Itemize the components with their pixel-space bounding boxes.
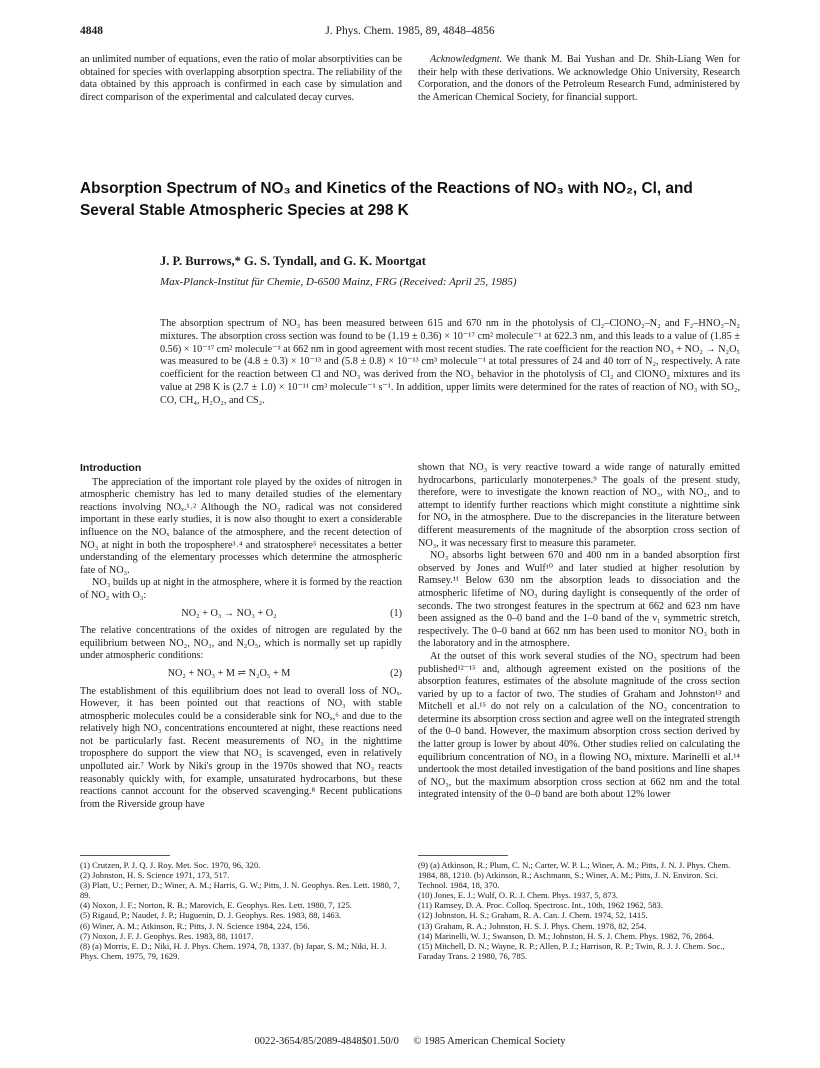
reference-item: (15) Mitchell, D. N.; Wayne, R. P.; Allen, P. J.; Harrison, R. P.; Twin, R. J. J. Chem. Soc., Faraday Trans. 2 1980, 76, 785. xyxy=(418,940,725,961)
intro-right-paragraph-3: At the outset of this work several studies of the NO₃ spectrum had been published¹²⁻¹⁵ and, although agreement existed on the positions of the absorption features, estimates of the absolute magnitude of the cross section varied by up to a factor of two. The studies of Graham and Johnston¹³ and Mitchell et al.¹⁵ do not rely on a calculation of the NO₃ concentration to determine its absorption cross section and agree well on the integrated strength of the 0–0 band. However, the maximum absorption cross section derived by the latter group is lower by about 40%. Other studies relied on calculating the equilibrium concentration of NO₃ in a flowing NOₓ mixture. Marinelli et al.¹⁴ undertook the most detailed investigation of the band positions and line shapes of NO₃, but the maximum absorption cross section at 662 nm and the total integrated intensity of the 0–0 band are both about 12% lower xyxy=(418,650,740,801)
equation-1-text: NO₂ + O₃ → NO₃ + O₂ xyxy=(181,607,277,619)
intro-right-paragraph-2: NO₃ absorbs light between 670 and 400 nm in a banded absorption first observed by Jones and Wulf¹⁰ and later studied at higher resolution by Ramsey.¹¹ Below 630 nm the absorption leads to dissociation and the atmospheric lifetime of NO₃ during daylight is consequently of the order of seconds. The two strongest features in the spectrum at 662 and 623 nm have been assigned as the 0–0 band and the 1–0 band of the ν₁ symmetric stretch, respectively. The 0–0 band at 662 nm has been used to monitor NO₃ both in the laboratory and in the atmosphere. xyxy=(418,550,740,650)
intro-paragraph-1: The appreciation of the important role played by the oxides of nitrogen in atmospheric chemistry has led to many detailed studies of the elementary reactions involving NOₓ.¹˒² Although the NO₃ radical was not considered important in these early studies, it is now also thought to exert a considerable influence on the NOₓ balance of the atmosphere, and the recent detection of NO₃ at night in both the troposphere³˒⁴ and stratosphere⁵ necessitates a better understanding of the elementary processes which determine the atmospheric fate of NO₃. xyxy=(80,476,402,576)
article-affiliation: Max-Planck-Institut für Chemie, D-6500 Mainz, FRG (Received: April 25, 1985) xyxy=(160,276,517,288)
reference-item: (8) (a) Morris, E. D.; Niki, H. J. Phys. Chem. 1974, 78, 1337. (b) Japar, S. M.; Niki, H. J. Phys. Chem. 1975, 79, 1629. xyxy=(80,940,387,961)
previous-article-paragraph: an unlimited number of equations, even the ratio of molar absorptivities can be obtained for species with overlapping absorption spectra. The reliability of the data obtained by this approach is confirmed in each case by simulation and direct comparison of the experimental and calculated decay curves. xyxy=(80,54,402,103)
previous-article-text xyxy=(80,54,402,104)
intro-paragraph-4: The establishment of this equilibrium does not lead to overall loss of NOₓ. However, it has been pointed out that reactions of NO₃ with stable atmospheric molecules could be a considerable sink for NOₓ,⁶ and due to the relatively high NO₃ concentrations encountered at night, these reactions need not be particularly fast. Recent measurements of NO₃ in the nighttime troposphere do support the view that NO₃ is scavenged, even in relatively unpolluted air.⁷ Work by Niki's group in the 1970s showed that NO₃ reacts reasonably quickly with, for example, unsaturated hydrocarbons, but these reactions cannot account for the observed scavenging.⁸ Recent publications from the Riverside group have xyxy=(80,685,402,810)
journal-code: 0022-3654/85/2089-4848$01.50/0 xyxy=(254,1036,399,1047)
page-footer xyxy=(80,1036,740,1047)
reference-item: (1) Crutzen, P. J. Q. J. Roy. Met. Soc. 1970, 96, 320. xyxy=(80,860,261,870)
intro-paragraph-3: The relative concentrations of the oxides of nitrogen are regulated by the equilibrium between NO₂, NO₃, and N₂O₅, which is normally set up rapidly under atmospheric conditions: xyxy=(80,625,402,662)
article-title xyxy=(80,178,760,222)
article-authors: J. P. Burrows,* G. S. Tyndall, and G. K. Moortgat xyxy=(160,254,426,268)
page-header xyxy=(80,25,740,45)
reference-item: (12) Johnston, H. S.; Graham, R. A. Can. J. Chem. 1974, 52, 1415. xyxy=(418,910,648,921)
introduction-right-column xyxy=(418,462,740,802)
references-right xyxy=(418,860,740,961)
article-title-line-2: Several Stable Atmospheric Species at 298 K xyxy=(80,202,409,219)
copyright-notice: © 1985 American Chemical Society xyxy=(413,1036,566,1047)
reference-item: (11) Ramsey, D. A. Proc. Colloq. Spectrosc. Int., 10th, 1962 1962, 583. xyxy=(418,900,663,911)
equation-1 xyxy=(80,608,402,621)
equation-1-number: (1) xyxy=(390,607,402,619)
acknowledgment xyxy=(418,54,740,104)
section-heading: Introduction xyxy=(80,462,142,474)
footnote-rule-right xyxy=(418,855,508,856)
reference-item: (4) Noxon, J. F.; Norton, R. B.; Marovich, E. Geophys. Res. Lett. 1980, 7, 125. xyxy=(80,900,352,911)
intro-paragraph-2: NO₃ builds up at night in the atmosphere, where it is formed by the reaction of NO₂ with O₃: xyxy=(80,577,402,601)
reference-item: (5) Rigaud, P.; Naudet, J. P.; Huguenin, D. J. Geophys. Res. 1983, 88, 1463. xyxy=(80,910,342,921)
reference-item: (10) Jones, E. J.; Wulf, O. R. J. Chem. Phys. 1937, 5, 873. xyxy=(418,890,619,901)
acknowledgment-label: Acknowledgment. xyxy=(430,54,503,65)
acknowledgment-text: We thank M. Bai Yushan and Dr. Shih-Liang Wen for their help with these derivations. We acknowledge Ohio University, Research Corporation, and the donors of the Petroleum Research Fund, administered by the American Chemical Society, for financial support. xyxy=(418,54,740,103)
footnote-rule-left xyxy=(80,855,170,856)
reference-item: (14) Marinelli, W. J.; Swanson, D. M.; Johnston, H. S. J. Chem. Phys. 1982, 76, 2864. xyxy=(418,930,715,941)
reference-item: (2) Johnston, H. S. Science 1971, 173, 517. xyxy=(80,870,230,881)
page-number: 4848 xyxy=(80,25,103,37)
journal-citation: J. Phys. Chem. 1985, 89, 4848–4856 xyxy=(325,25,495,37)
abstract-text: The absorption spectrum of NO₃ has been measured between 615 and 670 nm in the photolysis of Cl₂–ClONO₂–N₂ and F₂–HNO₃–N₂ mixtures. The absorption cross section was found to be (1.19 ± 0.36) × 10⁻¹⁷ cm² molecule⁻¹ at 622.3 nm, and this leads to a value of (1.85 ± 0.56) × 10⁻¹⁷ cm² molecule⁻¹ at 662 nm in good agreement with most recent studies. The rate coefficient for the reaction NO₃ + NO₂ → N₂O₅ was measured to be (4.8 ± 0.3) × 10⁻¹³ and (5.8 ± 0.8) × 10⁻¹³ cm³ molecule⁻¹ at total pressures of 24 and 40 torr of N₂, respectively. A rate coefficient for the reaction between Cl and NO₃ was derived from the NO₃ behavior in the photolysis of Cl₂ and ClONO₂ mixtures and its value at 298 K is (2.7 ± 1.0) × 10⁻¹¹ cm³ molecule⁻¹ s⁻¹. In addition, upper limits were determined for the rates of reaction of NO₃ with SO₂, CO, CH₄, H₂O₂, and CS₂. xyxy=(160,318,740,406)
abstract xyxy=(160,318,740,408)
reference-item: (13) Graham, R. A.; Johnston, H. S. J. Phys. Chem. 1978, 82, 254. xyxy=(418,920,647,931)
reference-item: (3) Platt, U.; Perner, D.; Winer, A. M.; Harris, G. W.; Pitts, J. N. Geophys. Res. Lett. 1980, 7, 89. xyxy=(80,880,400,901)
equation-2-text: NO₂ + NO₃ + M ⇌ N₂O₅ + M xyxy=(167,667,291,679)
equation-2-number: (2) xyxy=(390,667,402,679)
equation-2 xyxy=(80,668,402,681)
article-title-line-1: Absorption Spectrum of NO₃ and Kinetics of the Reactions of NO₃ with NO₂, Cl, and xyxy=(80,180,693,197)
references-left xyxy=(80,860,402,961)
reference-item: (7) Noxon, J. F. J. Geophys. Res. 1983, 88, 11017. xyxy=(80,930,254,941)
reference-item: (9) (a) Atkinson, R.; Plum, C. N.; Carter, W. P. L.; Winer, A. M.; Pitts, J. N. J. Phys. Chem. 1984, 88, 1210. (b) Atkinson, R.; Aschmann, S.; Winer, A. M.; Pitts, J. N. Environ. Sci. Technol. 1984, 18, 370. xyxy=(418,860,731,891)
introduction-left-column xyxy=(80,462,402,811)
reference-item: (6) Winer, A. M.; Atkinson, R.; Pitts, J. N. Science 1984, 224, 156. xyxy=(80,920,310,931)
intro-right-paragraph-1: shown that NO₃ is very reactive toward a wide range of naturally emitted hydrocarbons, particularly monoterpenes.⁹ The goals of the present study, therefore, were to investigate the known reaction of NO₃, with NO₂, and to attempt to identify further reactions which might constitute a nighttime sink for NOₓ in the atmosphere. Due to the discrepancies in the literature between different measurements of the magnitude of the absorption cross section of NO₃, it was necessary first to measure this parameter. xyxy=(418,462,740,549)
